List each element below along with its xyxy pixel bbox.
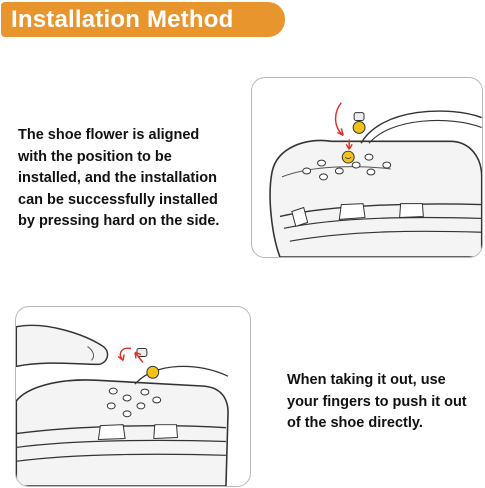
step-1-line: with the position to be: [18, 148, 172, 165]
step-2-description: [287, 370, 483, 435]
step-2-line: When taking it out, use: [287, 372, 446, 388]
clog-charm-press-icon: [252, 78, 482, 257]
step-1-description: [18, 125, 250, 233]
step-1-line: by pressing hard on the side.: [18, 213, 220, 229]
step-2-line: your fingers to push it out: [287, 393, 467, 410]
finger-push-charm-icon: [16, 307, 250, 486]
step-1-line: can be successfully installed: [18, 191, 218, 208]
step-1-line: The shoe flower is aligned: [18, 127, 200, 143]
page-title: Installation Method: [11, 5, 234, 33]
step-2-illustration-panel: [15, 306, 251, 487]
section-header-banner: [1, 2, 285, 37]
step-2-line: of the shoe directly.: [287, 415, 423, 431]
step-1-illustration-panel: [251, 77, 483, 258]
step-1-line: installed, and the installation: [18, 170, 217, 186]
